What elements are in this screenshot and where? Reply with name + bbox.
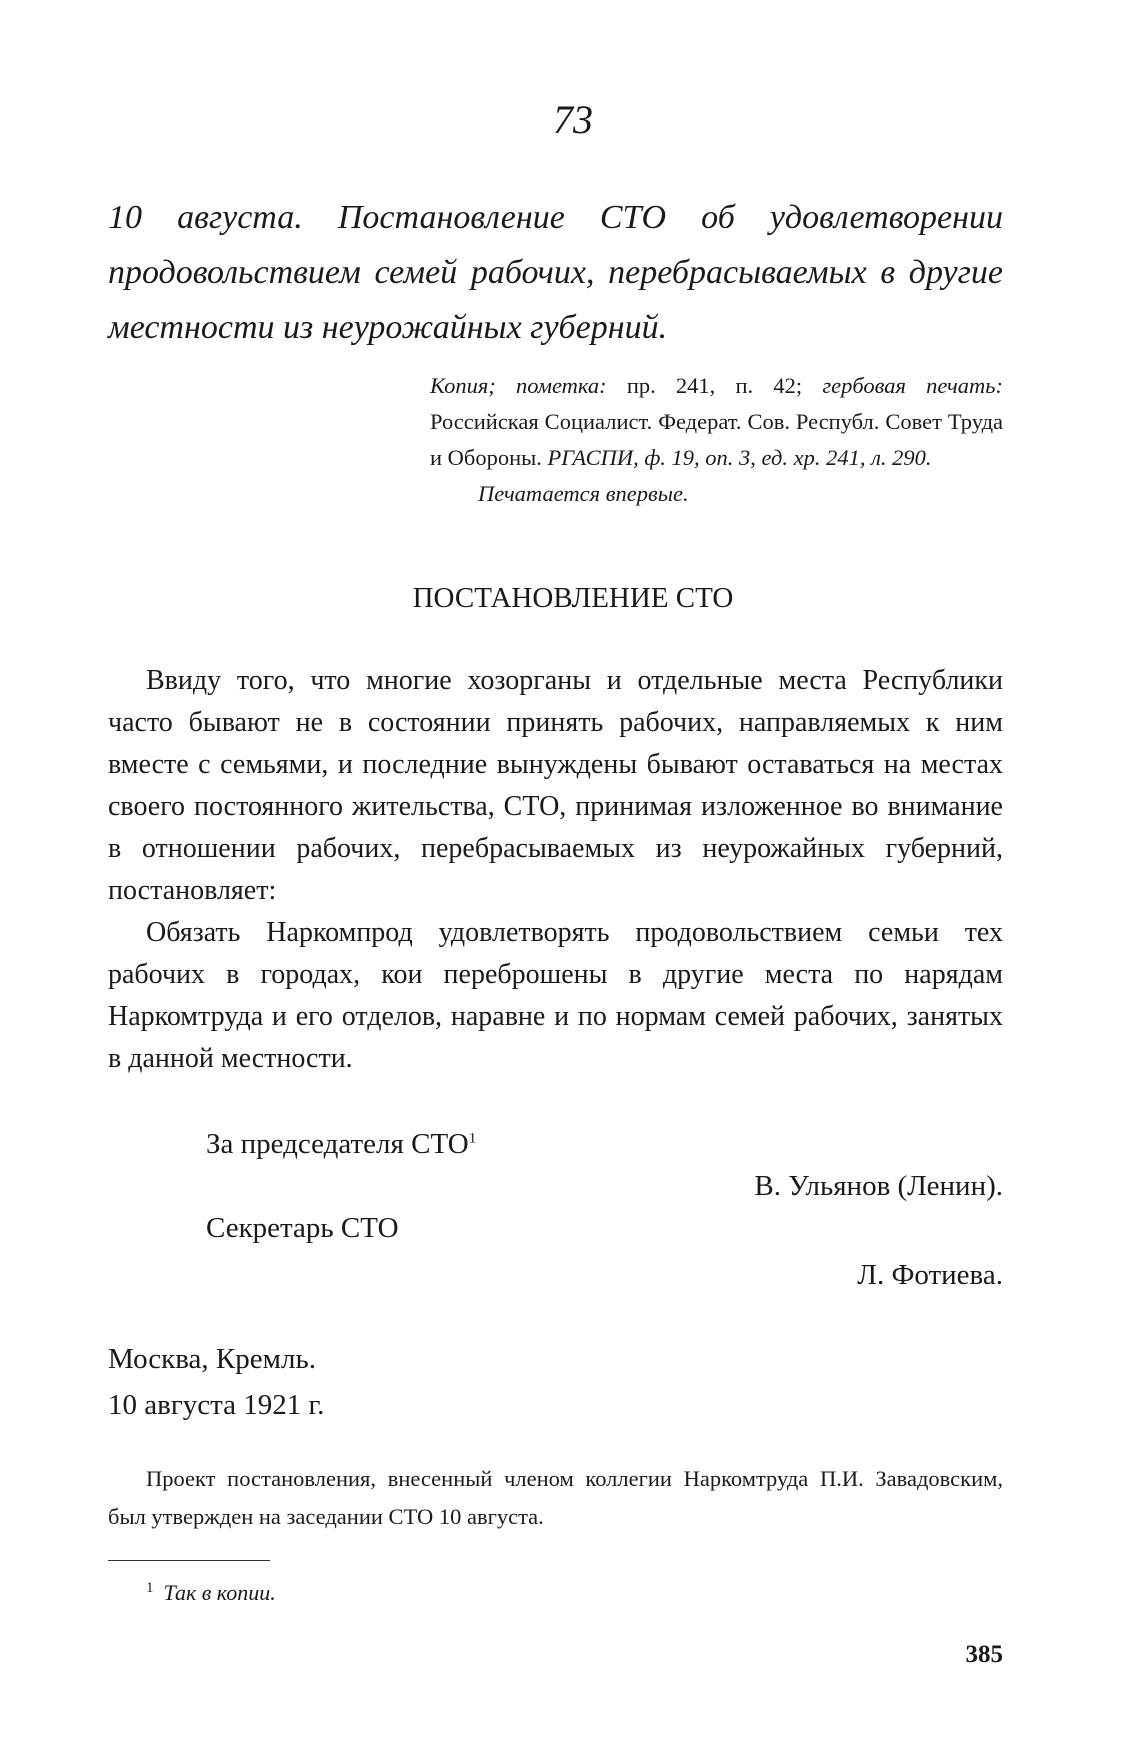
signature-secretary-title: Секретарь СТО [206,1212,399,1244]
source-seal-text: Российская Социалист. Федерат. Сов. Республ. Совет Труда и Обороны. [430,409,1003,470]
source-archive: РГАСПИ, ф. 19, оп. 3, ед. хр. 241, л. 290. [547,445,932,470]
page-number: 385 [965,1641,1003,1668]
source-note [430,368,1003,512]
footnote-text: Так в копии. [163,1580,276,1605]
signature-chairman-title-text: За председателя СТО [206,1128,469,1160]
footnote-reference: 1 [468,1130,477,1147]
resolution-title: ПОСТАНОВЛЕНИЕ СТО [412,582,734,614]
resolution-body [108,660,1003,1080]
body-paragraph: Обязать Наркомпрод удовлетворять продовольствием семьи тех рабочих в городах, кои переброшены в другие места по нарядам Наркомтруда и его отделов, наравне и по нормам семей рабочих, занятых в данной местности. [108,917,1003,1074]
publication-note: Печатается впервые. [478,481,689,506]
date: 10 августа 1921 г. [108,1389,325,1421]
body-paragraph: Ввиду того, что многие хозорганы и отдельные места Республики часто бывают не в состоянии принять рабочих, направляемых к ним вместе с семьями, и последние вынуждены бывают оставаться на местах своего постоянного жительства, СТО, принимая изложенное во внимание в отношении рабочих, перебрасываемых из неурожайных губерний, постановляет: [108,665,1003,906]
footnote [146,1578,276,1608]
source-seal-label: гербовая печать: [822,373,1004,398]
place: Москва, Кремль. [108,1343,316,1375]
source-copy-label: Копия; пометка: [430,373,607,398]
signature-chairman-name: В. Ульянов (Ленин). [754,1170,1003,1202]
signature-secretary-name: Л. Фотиева. [857,1259,1003,1291]
footnote-divider [108,1560,270,1561]
editorial-note: Проект постановления, внесенный членом коллегии Наркомтруда П.И. Завадовским, был утвержден на заседании СТО 10 августа. [108,1466,1003,1529]
document-heading: 10 августа. Постановление СТО об удовлетворении продовольствием семей рабочих, перебрасываемых в другие местности из неурожайных губерний. [108,199,1003,346]
source-mark: пр. 241, п. 42; [626,373,803,398]
document-number: 73 [553,97,593,142]
place-and-date [108,1336,324,1428]
signature-chairman-title [206,1124,476,1164]
footnote-marker: 1 [146,1579,154,1596]
